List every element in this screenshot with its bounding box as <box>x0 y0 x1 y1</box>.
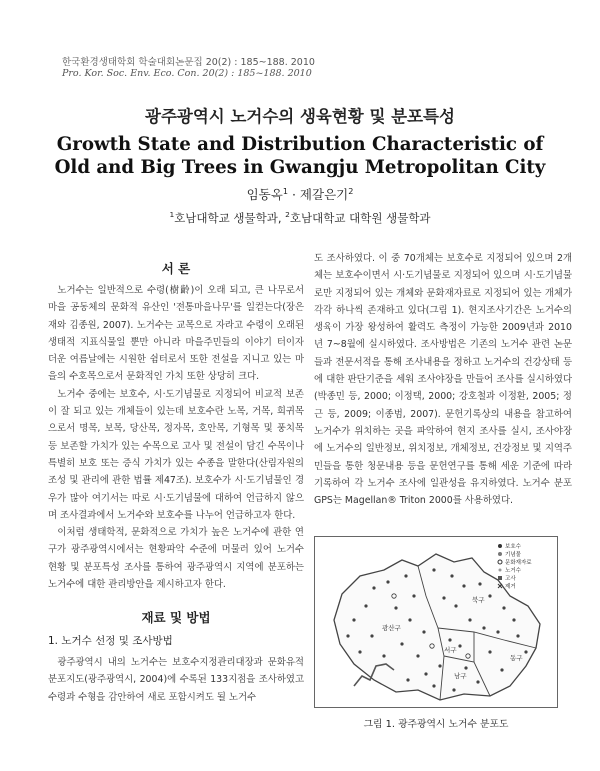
district-label-gwangsan: 광산구 <box>382 624 401 632</box>
affil-2: 호남대학교 대학원 생물학과 <box>289 211 431 225</box>
legend-mark-5 <box>498 576 502 580</box>
author-separator: · <box>288 187 300 202</box>
legend-label-2: 기념물 <box>505 552 521 558</box>
legend-mark-4 <box>499 569 502 572</box>
district-label-seo: 서구 <box>444 646 457 654</box>
legend-label-1: 보호수 <box>505 544 521 550</box>
legend-label-6: 제거 <box>505 584 516 590</box>
legend-label-4: 노거수 <box>505 568 521 574</box>
affiliations <box>0 210 600 226</box>
author-2: 제갈은기 <box>299 187 349 202</box>
author-2-mark: 2 <box>348 185 354 196</box>
intro-paragraph-1: 노거수는 일반적으로 수령(樹齡)이 오래 되고, 큰 나무로서 마을 공동체의 문화적 유산인 '전통마을나무'를 일컫는다(장은재와 김종원, 2007). 노거수는 교목으로 자라고 수령이 오래된 생태적 지표식물일 뿐만 아니라 마을주민들의 이야기 터이자 더운 여름날에는 시원한 쉼터로서 또한 전설을 지니고 있는 마을의 수호목으로서 문화적인 가치 또한 상당히 크다. <box>48 285 304 383</box>
intro-paragraph-3: 이처럼 생태학적, 문화적으로 가치가 높은 노거수에 관한 연구가 광주광역시에서는 현황파악 수준에 머물러 있어 노거수 현황 및 분포특성 조사를 통하여 광주광역시 지역에 분포하는 노거수에 대한 관리방안을 제시하고자 한다. <box>48 527 304 591</box>
affil-2-mark: 2 <box>285 210 290 220</box>
right-column-body <box>314 250 572 509</box>
title-korean: 광주광역시 노거수의 생육현황 및 분포특성 <box>145 107 455 126</box>
legend-mark-1 <box>498 544 502 548</box>
author-1: 임동옥 <box>246 187 283 202</box>
district-label-nam: 남구 <box>454 672 467 680</box>
author-1-mark: 1 <box>282 185 288 196</box>
title-english: Growth State and Distribution Characteristic of Old and Big Trees in Gwangju Metropolitan City <box>54 134 546 178</box>
figure-caption: 그림 1. 광주광역시 노거수 분포도 <box>363 719 509 730</box>
section-heading-methods: 재료 및 방법 <box>141 610 211 625</box>
district-label-dong: 동구 <box>510 654 523 662</box>
legend-label-3: 문화재자료 <box>505 560 532 566</box>
affil-1: 호남대학교 생물학과, <box>174 211 286 225</box>
distribution-map <box>314 536 558 708</box>
legend-mark-2 <box>498 552 502 556</box>
affil-1-mark: 1 <box>169 210 175 220</box>
authors <box>0 185 600 203</box>
methods-body <box>48 654 304 706</box>
district-label-buk: 북구 <box>472 596 485 604</box>
subsection-heading-1: 1. 노거수 선정 및 조사방법 <box>48 635 173 647</box>
section-heading-intro: 서 론 <box>161 261 191 276</box>
intro-body <box>48 282 304 593</box>
legend-label-5: 고사 <box>505 576 516 582</box>
journal-header-ko: 한국환경생태학회 학술대회논문집 20(2) : 185~188. 2010 <box>62 57 315 68</box>
intro-paragraph-2: 노거수 중에는 보호수, 시·도기념물로 지정되어 비교적 보존이 잘 되고 있는 개체들이 있는데 보호수란 노목, 거목, 희귀목으로서 명목, 보목, 당산목, 정자목, 호안목, 기형목 및 풍치목 등 보존할 가치가 있는 수목으로 고사 및 전설이 담긴 수목이나 특별히 보호 또는 증식 가치가 있는 수종을 말한다(산림자원의 조성 및 관리에 관한 법률 제47조). 보호수가 시·도기념물인 경우가 많아 여기서는 따로 시·도기념물에 대하여 언급하지 않으며 조사결과에서 노거수와 보호수를 나누어 언급하고자 한다. <box>48 388 304 521</box>
journal-header-en: Pro. Kor. Soc. Env. Eco. Con. 20(2) : 185~188. 2010 <box>62 68 312 79</box>
methods-paragraph-1: 광주광역시 내의 노거수는 보호수지정관리대장과 문화유적분포지도(광주광역시, 2004)에 수록된 133지점을 조사하였고 수령과 수형을 감안하여 새로 포함시켜도 될 노거수 <box>48 657 304 703</box>
methods-paragraph-2: 도 조사하였다. 이 중 70개체는 보호수로 지정되어 있으며 2개체는 보호수이면서 시·도기념물로 지정되어 있으며 시·도기념물로만 지정되어 있는 개체와 문화재자료로 지정되어 있는 개체가 각각 하나씩 존재하고 있다(그림 1). 현지조사기간은 노거수의 생육이 가장 왕성하여 활력도 측정이 가능한 2009년과 2010년 7~8월에 실시하였다. 조사방법은 기존의 노거수 관련 논문들과 전문서적을 통해 조사내용을 정하고 노거수의 건강상태 등에 대한 판단기준을 세워 조사야장을 만들어 조사를 실시하였다(박종민 등, 2000; 이정택, 2000; 강호철과 이정환, 2005; 정근 등, 2009; 이종범, 2007). 문헌기록상의 내용을 참고하여 노거수가 위치하는 곳을 파악하여 현지 조사를 실시, 조사야장에 노거수의 일반정보, 위치정보, 개체정보, 건강정보 및 지역주민들을 통한 청문내용 등을 문헌연구를 통해 세운 기준에 따라 기록하여 각 노거수 조사에 일관성을 유지하였다. 노거수 분포 GPS는 Magellan® Triton 2000를 사용하였다. <box>314 253 572 507</box>
